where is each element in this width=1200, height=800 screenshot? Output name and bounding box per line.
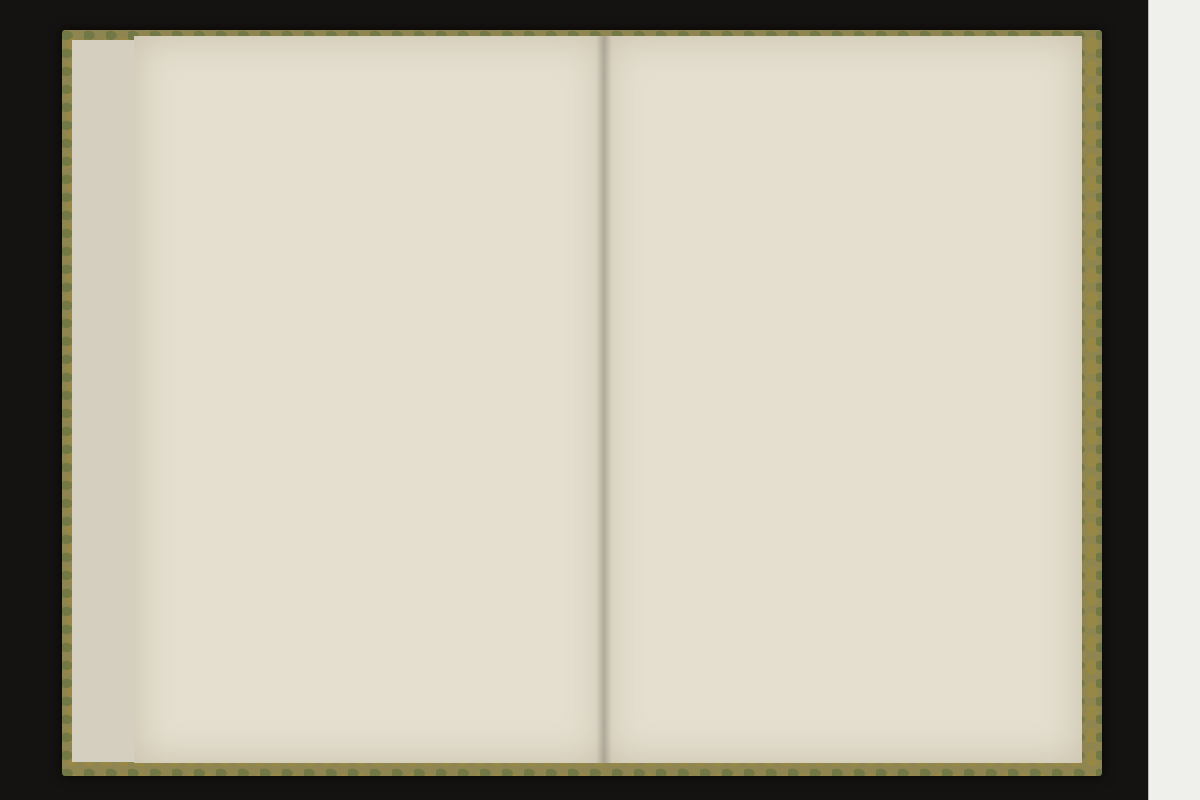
book-gutter <box>596 36 612 763</box>
flyleaf <box>72 40 139 762</box>
right-page <box>604 36 1082 763</box>
left-page <box>134 36 605 763</box>
measuring-ruler <box>1148 0 1200 800</box>
